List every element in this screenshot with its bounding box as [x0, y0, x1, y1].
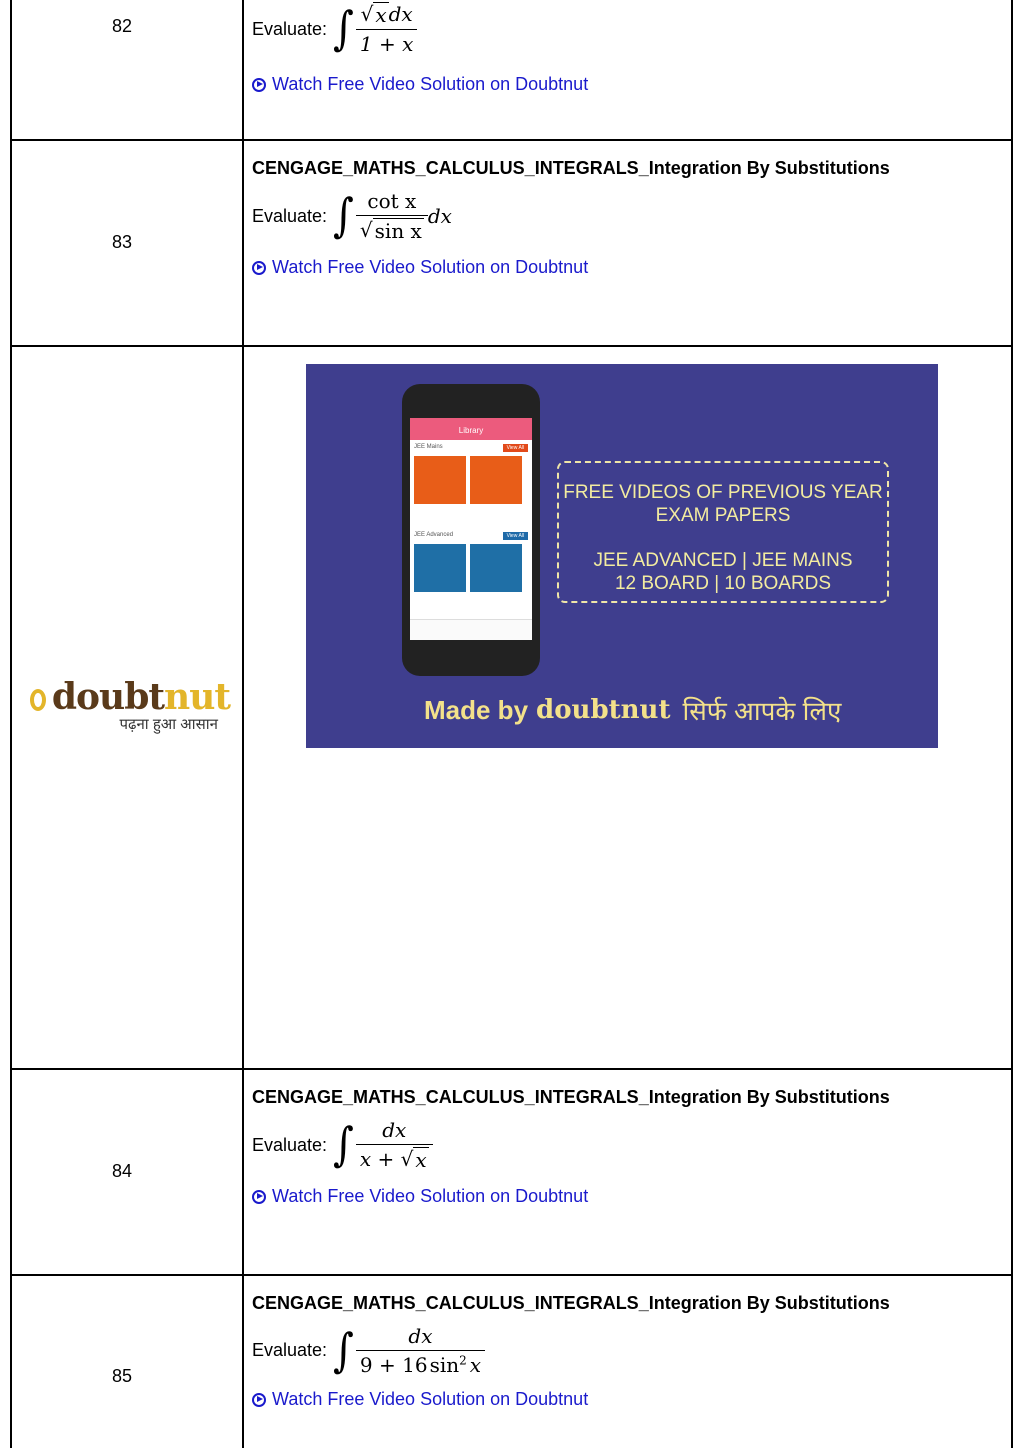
row-divider: [12, 1274, 1011, 1276]
question-number: 82: [111, 16, 133, 36]
row-divider: [12, 139, 1011, 141]
watch-video-link[interactable]: Watch Free Video Solution on Doubtnut: [252, 1389, 992, 1410]
row-divider: [12, 1068, 1011, 1070]
phone-tabbar: [410, 619, 532, 640]
play-circle-icon: [252, 78, 266, 92]
question-text: [252, 1324, 992, 1377]
watch-video-link[interactable]: Watch Free Video Solution on Doubtnut: [252, 74, 992, 95]
phone-section: JEE Advanced View All: [410, 528, 532, 544]
banner-text-box: FREE VIDEOS OF PREVIOUS YEAR EXAM PAPERS JEE ADVANCED | JEE MAINS 12 BOARD | 10 BOARDS: [557, 461, 889, 603]
fraction: cot x √ sin x: [356, 189, 428, 243]
fraction: dx x + √ x: [356, 1118, 433, 1172]
play-circle-icon: [252, 261, 266, 275]
question-cell: [252, 158, 992, 278]
question-text: [252, 1118, 992, 1172]
play-circle-icon: [252, 1393, 266, 1407]
chapter-title: CENGAGE_MATHS_CALCULUS_INTEGRALS_Integration By Substitutions: [252, 1293, 890, 1313]
logo-wordmark: doubt nut: [30, 676, 230, 718]
phone-mockup: [402, 384, 540, 676]
banner-brand: doubtnut: [536, 695, 671, 725]
question-cell: [252, 1293, 992, 1410]
phone-screen: [410, 418, 532, 640]
evaluate-label: Evaluate:: [252, 205, 328, 226]
evaluate-label: Evaluate:: [252, 18, 328, 39]
question-number: 84: [111, 1161, 133, 1181]
doubtnut-logo: [30, 676, 230, 734]
promo-banner[interactable]: [306, 364, 938, 748]
phone-header: Library: [410, 418, 532, 440]
integral-sign: ∫: [333, 189, 354, 243]
integral-expression: [333, 1324, 485, 1377]
question-number: 85: [111, 1366, 133, 1386]
evaluate-label: Evaluate:: [252, 1340, 328, 1360]
integral-sign: ∫: [333, 1324, 354, 1377]
phone-cards: [410, 544, 532, 592]
integral-expression: [333, 1118, 433, 1172]
watch-video-link[interactable]: Watch Free Video Solution on Doubtnut: [252, 1186, 992, 1207]
fraction: $\frac{dx}{9 + 16 \sin^2 x}$: [356, 1324, 485, 1377]
question-cell: [252, 1087, 992, 1207]
question-cell: [252, 2, 992, 95]
row-divider: [12, 345, 1011, 347]
integral-sign: ∫: [333, 1118, 354, 1172]
evaluate-label: Evaluate:: [252, 1134, 328, 1155]
logo-tagline: पढ़ना हुआ आसान: [119, 716, 218, 733]
integral-sign: ∫: [333, 2, 354, 56]
phone-section: JEE Mains View All: [410, 440, 532, 456]
question-text: [252, 189, 992, 243]
chapter-title: CENGAGE_MATHS_CALCULUS_INTEGRALS_Integration By Substitutions: [252, 158, 890, 178]
question-number: 83: [111, 232, 133, 252]
play-circle-icon: [252, 1190, 266, 1204]
integral-expression: [333, 2, 417, 56]
watch-video-link[interactable]: Watch Free Video Solution on Doubtnut: [252, 257, 992, 278]
integral-expression: ∫ cot x √ sin x dx: [333, 189, 452, 243]
doubtnut-logo-icon: [30, 689, 46, 711]
question-text: [252, 2, 992, 56]
fraction: √ x dx 1 + x: [356, 2, 417, 56]
column-divider: [242, 0, 244, 1448]
made-by-line: Made by doubtnut सिर्फ आपके लिए: [424, 694, 842, 726]
chapter-title: CENGAGE_MATHS_CALCULUS_INTEGRALS_Integration By Substitutions: [252, 1087, 890, 1107]
phone-cards: [410, 456, 532, 504]
